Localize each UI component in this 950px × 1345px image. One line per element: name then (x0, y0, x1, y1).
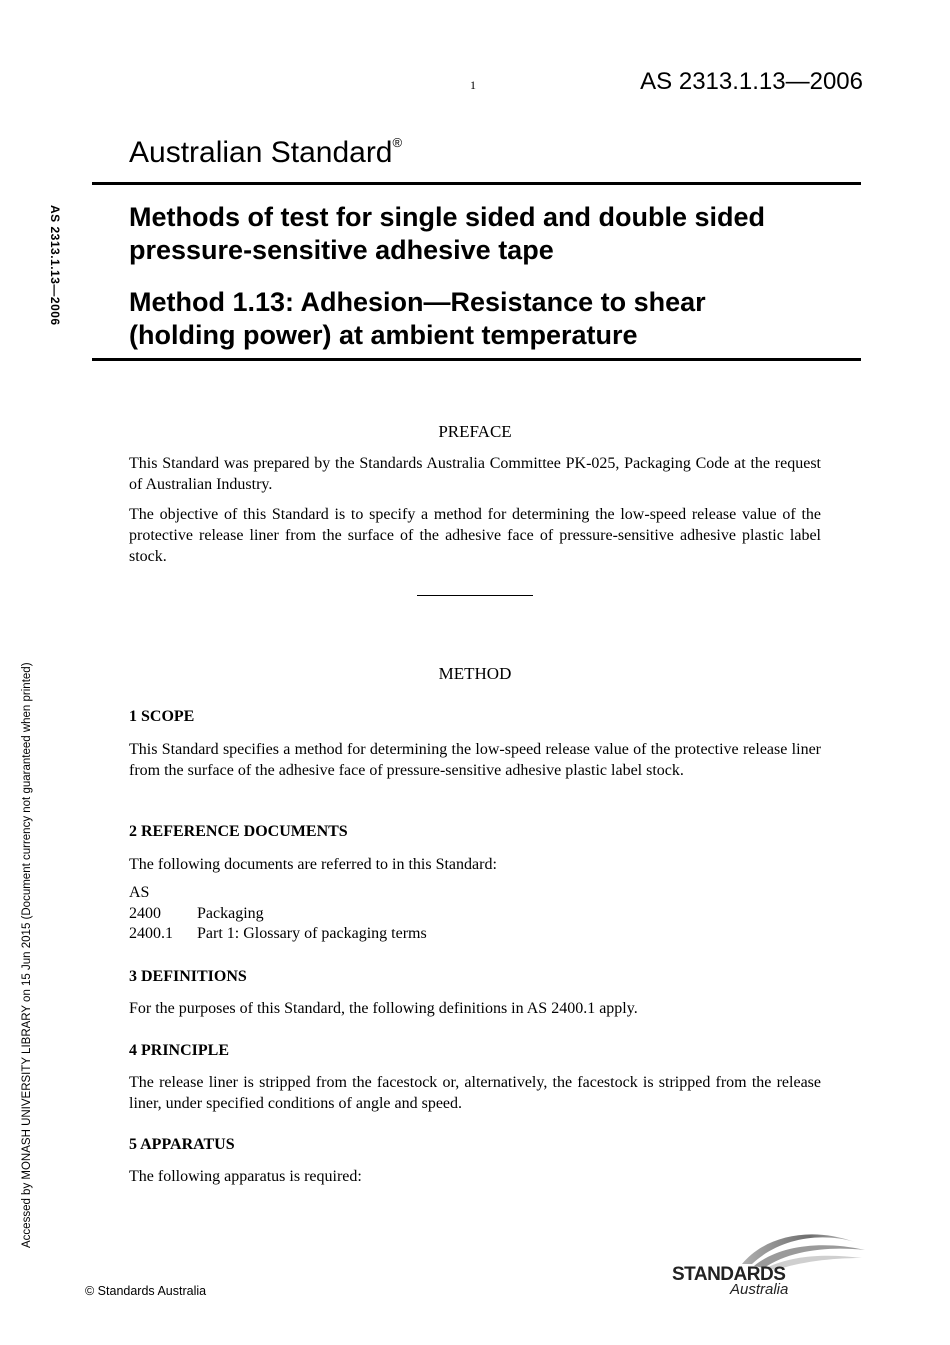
reference-item (129, 925, 427, 943)
scope-text: This Standard specifies a method for determining the low-speed release value of the protective release liner from the surface of the adhesive face of pressure-sensitive adhesive plastic label stock. (129, 741, 821, 779)
standard-number: AS 2313.1.13—2006 (640, 68, 863, 95)
top-rule (92, 182, 861, 185)
access-note: Accessed by MONASH UNIVERSITY LIBRARY on 15 Jun 2015 (Document currency not guaranteed when printed) (21, 662, 33, 1248)
brand-text: Australian Standard (129, 136, 393, 169)
title-line-2: pressure-sensitive adhesive tape (129, 235, 554, 265)
preface-paragraph-1: This Standard was prepared by the Standards Australia Committee PK-025, Packaging Code at the request of Australian Industry. (129, 455, 821, 493)
definitions-text: For the purposes of this Standard, the following definitions in AS 2400.1 apply. (129, 1000, 638, 1017)
method-title-line-2: (holding power) at ambient temperature (129, 320, 638, 350)
title-bottom-rule (92, 358, 861, 361)
apparatus-text: The following apparatus is required: (129, 1168, 362, 1185)
section-divider (417, 595, 533, 596)
title-line-1: Methods of test for single sided and double sided (129, 202, 766, 232)
logo-wordmark: STANDARDS (672, 1264, 786, 1285)
side-standard-code: AS 2313.1.13—2006 (48, 205, 62, 326)
preface-paragraph-2: The objective of this Standard is to specify a method for determining the low-speed release value of the protective release liner from the surface of the adhesive face of pressure-sensitive adhesive plastic label stock. (129, 506, 821, 565)
logo-subtext: Australia (730, 1281, 789, 1298)
copyright-notice: © Standards Australia (85, 1284, 207, 1298)
method-title-line-1: Method 1.13: Adhesion—Resistance to shear (129, 287, 706, 317)
reference-item (129, 905, 264, 923)
method-heading: METHOD (438, 664, 512, 683)
apparatus-heading: 5 APPARATUS (129, 1136, 235, 1153)
scope-heading: 1 SCOPE (129, 708, 195, 725)
reference-code: 2400 (129, 905, 161, 922)
standards-australia-logo (670, 1224, 870, 1298)
definitions-heading: 3 DEFINITIONS (129, 968, 247, 985)
references-heading: 2 REFERENCE DOCUMENTS (129, 823, 348, 840)
principle-text: The release liner is stripped from the facestock or, alternatively, the facestock is stripped from the release liner, under specified conditions of angle and speed. (129, 1074, 821, 1112)
method-title (129, 286, 869, 352)
references-group: AS (129, 884, 150, 901)
document-title (129, 201, 869, 267)
preface-heading: PREFACE (438, 422, 512, 441)
reference-title: Packaging (197, 905, 264, 922)
reference-title: Part 1: Glossary of packaging terms (197, 925, 427, 942)
brand-title (129, 136, 402, 170)
references-intro: The following documents are referred to in this Standard: (129, 856, 497, 873)
reference-code: 2400.1 (129, 925, 173, 942)
page-number: 1 (470, 78, 476, 92)
registered-mark: ® (392, 135, 403, 150)
principle-heading: 4 PRINCIPLE (129, 1042, 230, 1059)
